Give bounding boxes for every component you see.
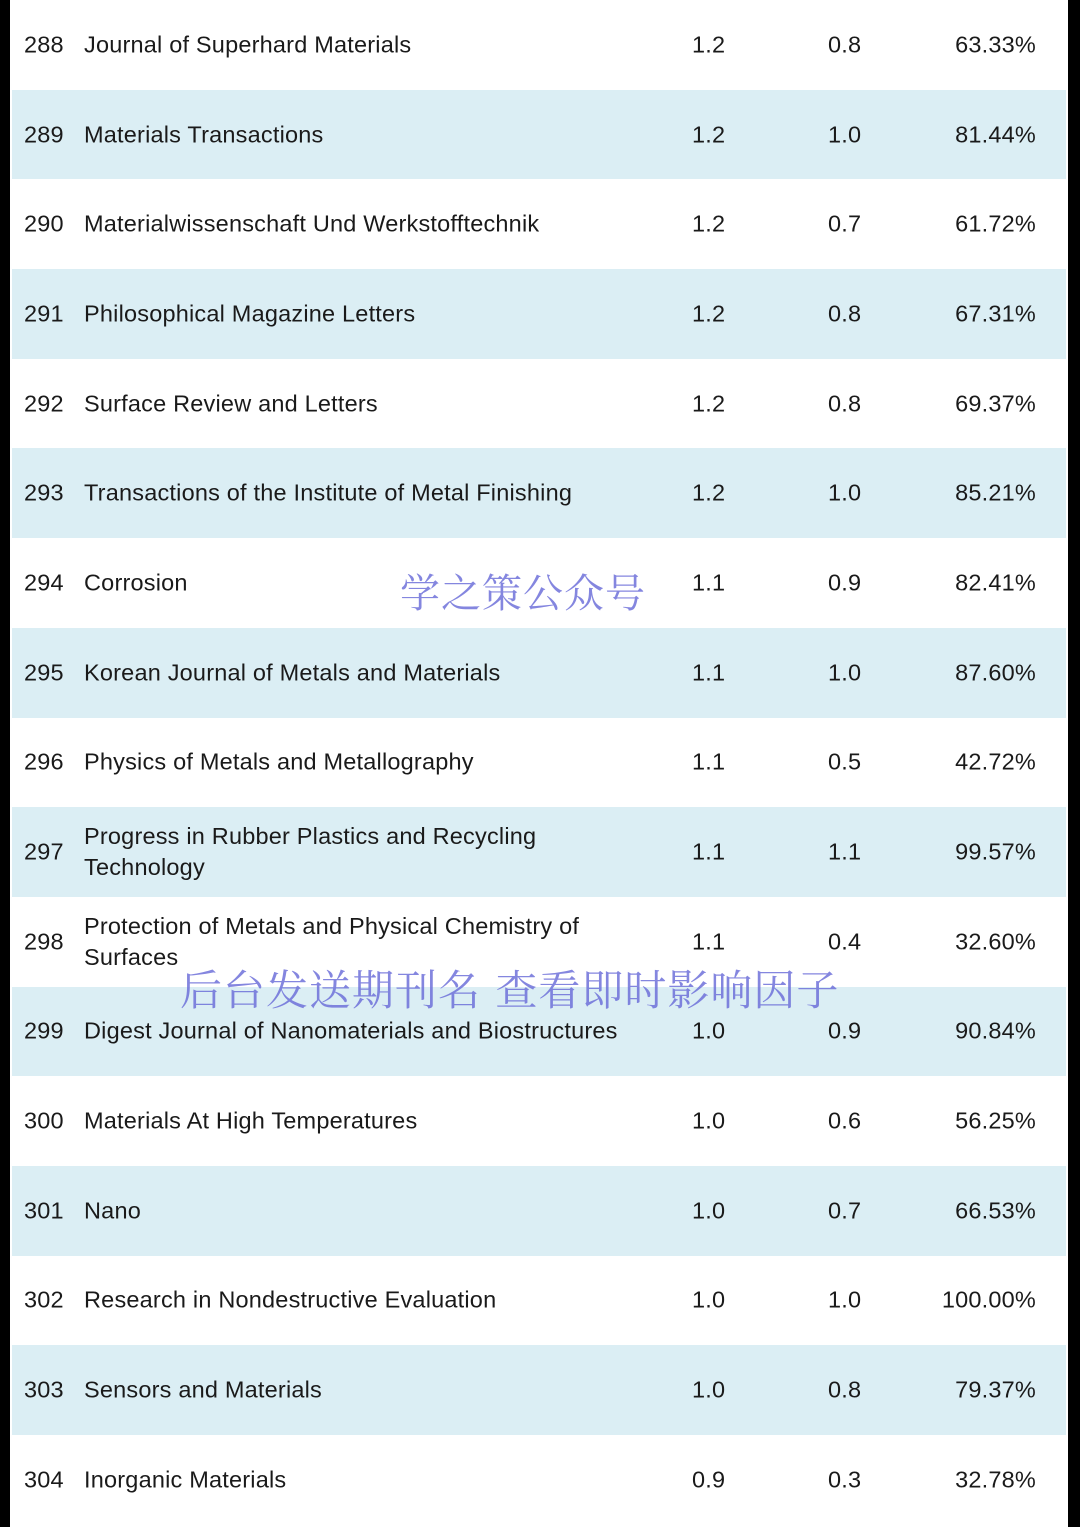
journal-title-cell: Materials At High Temperatures: [84, 1107, 418, 1134]
journal-title-cell: Materialwissenschaft Und Werkstofftechnik: [84, 210, 540, 237]
journal-title-cell: Progress in Rubber Plastics and Recycling Technology: [84, 823, 537, 881]
value1-cell: 1.0: [692, 1017, 726, 1044]
table-row: [12, 628, 1066, 718]
value2-cell: 1.1: [828, 838, 862, 865]
percent-cell: 69.37%: [955, 390, 1036, 417]
value2-cell: 1.0: [828, 1286, 862, 1313]
rank-cell: 294: [24, 569, 64, 596]
value2-cell: 1.0: [828, 659, 862, 686]
percent-cell: 82.41%: [955, 569, 1036, 596]
value1-cell: 0.9: [692, 1466, 726, 1493]
value2-cell: 0.8: [828, 31, 862, 58]
percent-cell: 81.44%: [955, 121, 1036, 148]
rank-cell: 293: [24, 479, 64, 506]
left-border: [0, 0, 10, 1527]
journal-title-cell: Digest Journal of Nanomaterials and Biostructures: [84, 1017, 618, 1044]
rank-cell: 288: [24, 31, 64, 58]
value1-cell: 1.1: [692, 659, 726, 686]
value1-cell: 1.0: [692, 1286, 726, 1313]
value1-cell: 1.2: [692, 479, 726, 506]
value2-cell: 0.4: [828, 928, 862, 955]
rank-cell: 300: [24, 1107, 64, 1134]
journal-title-cell: Corrosion: [84, 569, 188, 596]
journal-title-cell: Nano: [84, 1197, 141, 1224]
rank-cell: 298: [24, 928, 64, 955]
value1-cell: 1.0: [692, 1197, 726, 1224]
value1-cell: 1.1: [692, 569, 726, 596]
value2-cell: 0.8: [828, 300, 862, 327]
value2-cell: 0.5: [828, 748, 862, 775]
table-row: [12, 1076, 1066, 1166]
value2-cell: 0.9: [828, 1017, 862, 1044]
table-row: [12, 269, 1066, 359]
rank-cell: 292: [24, 390, 64, 417]
value2-cell: 0.3: [828, 1466, 862, 1493]
rank-cell: 303: [24, 1376, 64, 1403]
value2-cell: 0.6: [828, 1107, 862, 1134]
value1-cell: 1.2: [692, 210, 726, 237]
brand-watermark: 学之策公众号: [400, 571, 646, 617]
value1-cell: 1.0: [692, 1376, 726, 1403]
percent-cell: 99.57%: [955, 838, 1036, 865]
percent-cell: 67.31%: [955, 300, 1036, 327]
journal-title-cell: Transactions of the Institute of Metal Finishing: [84, 479, 573, 506]
value2-cell: 0.8: [828, 390, 862, 417]
rank-cell: 295: [24, 659, 64, 686]
value1-cell: 1.2: [692, 300, 726, 327]
rank-cell: 301: [24, 1197, 64, 1224]
value1-cell: 1.2: [692, 31, 726, 58]
table-row: [12, 448, 1066, 538]
rank-cell: 299: [24, 1017, 64, 1044]
rank-cell: 291: [24, 300, 64, 327]
value1-cell: 1.1: [692, 748, 726, 775]
percent-cell: 85.21%: [955, 479, 1036, 506]
rank-cell: 296: [24, 748, 64, 775]
table-row: [12, 359, 1066, 449]
table-row: [12, 1166, 1066, 1256]
right-border: [1068, 0, 1080, 1527]
journal-title-cell: Sensors and Materials: [84, 1376, 323, 1403]
value1-cell: 1.2: [692, 121, 726, 148]
journal-title-cell: Surface Review and Letters: [84, 390, 378, 417]
value1-cell: 1.0: [692, 1107, 726, 1134]
value2-cell: 0.7: [828, 1197, 862, 1224]
value2-cell: 1.0: [828, 121, 862, 148]
journal-title-cell: Protection of Metals and Physical Chemistry of Surfaces: [84, 912, 580, 970]
percent-cell: 87.60%: [955, 659, 1036, 686]
percent-cell: 63.33%: [955, 31, 1036, 58]
table-row: [12, 718, 1066, 808]
table-row: [12, 90, 1066, 180]
value2-cell: 0.8: [828, 1376, 862, 1403]
percent-cell: 32.78%: [955, 1466, 1036, 1493]
value2-cell: 0.9: [828, 569, 862, 596]
journal-title-cell: Journal of Superhard Materials: [84, 31, 412, 58]
percent-cell: 42.72%: [955, 748, 1036, 775]
rank-cell: 297: [24, 838, 64, 865]
percent-cell: 90.84%: [955, 1017, 1036, 1044]
value1-cell: 1.2: [692, 390, 726, 417]
table-row: [12, 807, 1066, 897]
percent-cell: 79.37%: [955, 1376, 1036, 1403]
percent-cell: 100.00%: [941, 1286, 1036, 1313]
rank-cell: 304: [24, 1466, 64, 1493]
value1-cell: 1.1: [692, 928, 726, 955]
journal-title-cell: Korean Journal of Metals and Materials: [84, 659, 501, 686]
table-row: [12, 0, 1066, 90]
journal-title-cell: Research in Nondestructive Evaluation: [84, 1286, 497, 1313]
rank-cell: 289: [24, 121, 64, 148]
table-row: [12, 1345, 1066, 1435]
value2-cell: 1.0: [828, 479, 862, 506]
journal-title-cell: Materials Transactions: [84, 121, 324, 148]
percent-cell: 32.60%: [955, 928, 1036, 955]
promo-watermark: 后台发送期刊名 查看即时影响因子: [180, 966, 840, 1015]
percent-cell: 66.53%: [955, 1197, 1036, 1224]
rank-cell: 302: [24, 1286, 64, 1313]
percent-cell: 61.72%: [955, 210, 1036, 237]
journal-title-cell: Philosophical Magazine Letters: [84, 300, 416, 327]
table-row: [12, 1256, 1066, 1346]
journal-title-cell: Inorganic Materials: [84, 1466, 287, 1493]
table-row: [12, 179, 1066, 269]
rank-cell: 290: [24, 210, 64, 237]
journal-table: [12, 0, 1066, 1525]
value2-cell: 0.7: [828, 210, 862, 237]
table-row: [12, 1435, 1066, 1525]
percent-cell: 56.25%: [955, 1107, 1036, 1134]
value1-cell: 1.1: [692, 838, 726, 865]
journal-title-cell: Physics of Metals and Metallography: [84, 748, 474, 775]
